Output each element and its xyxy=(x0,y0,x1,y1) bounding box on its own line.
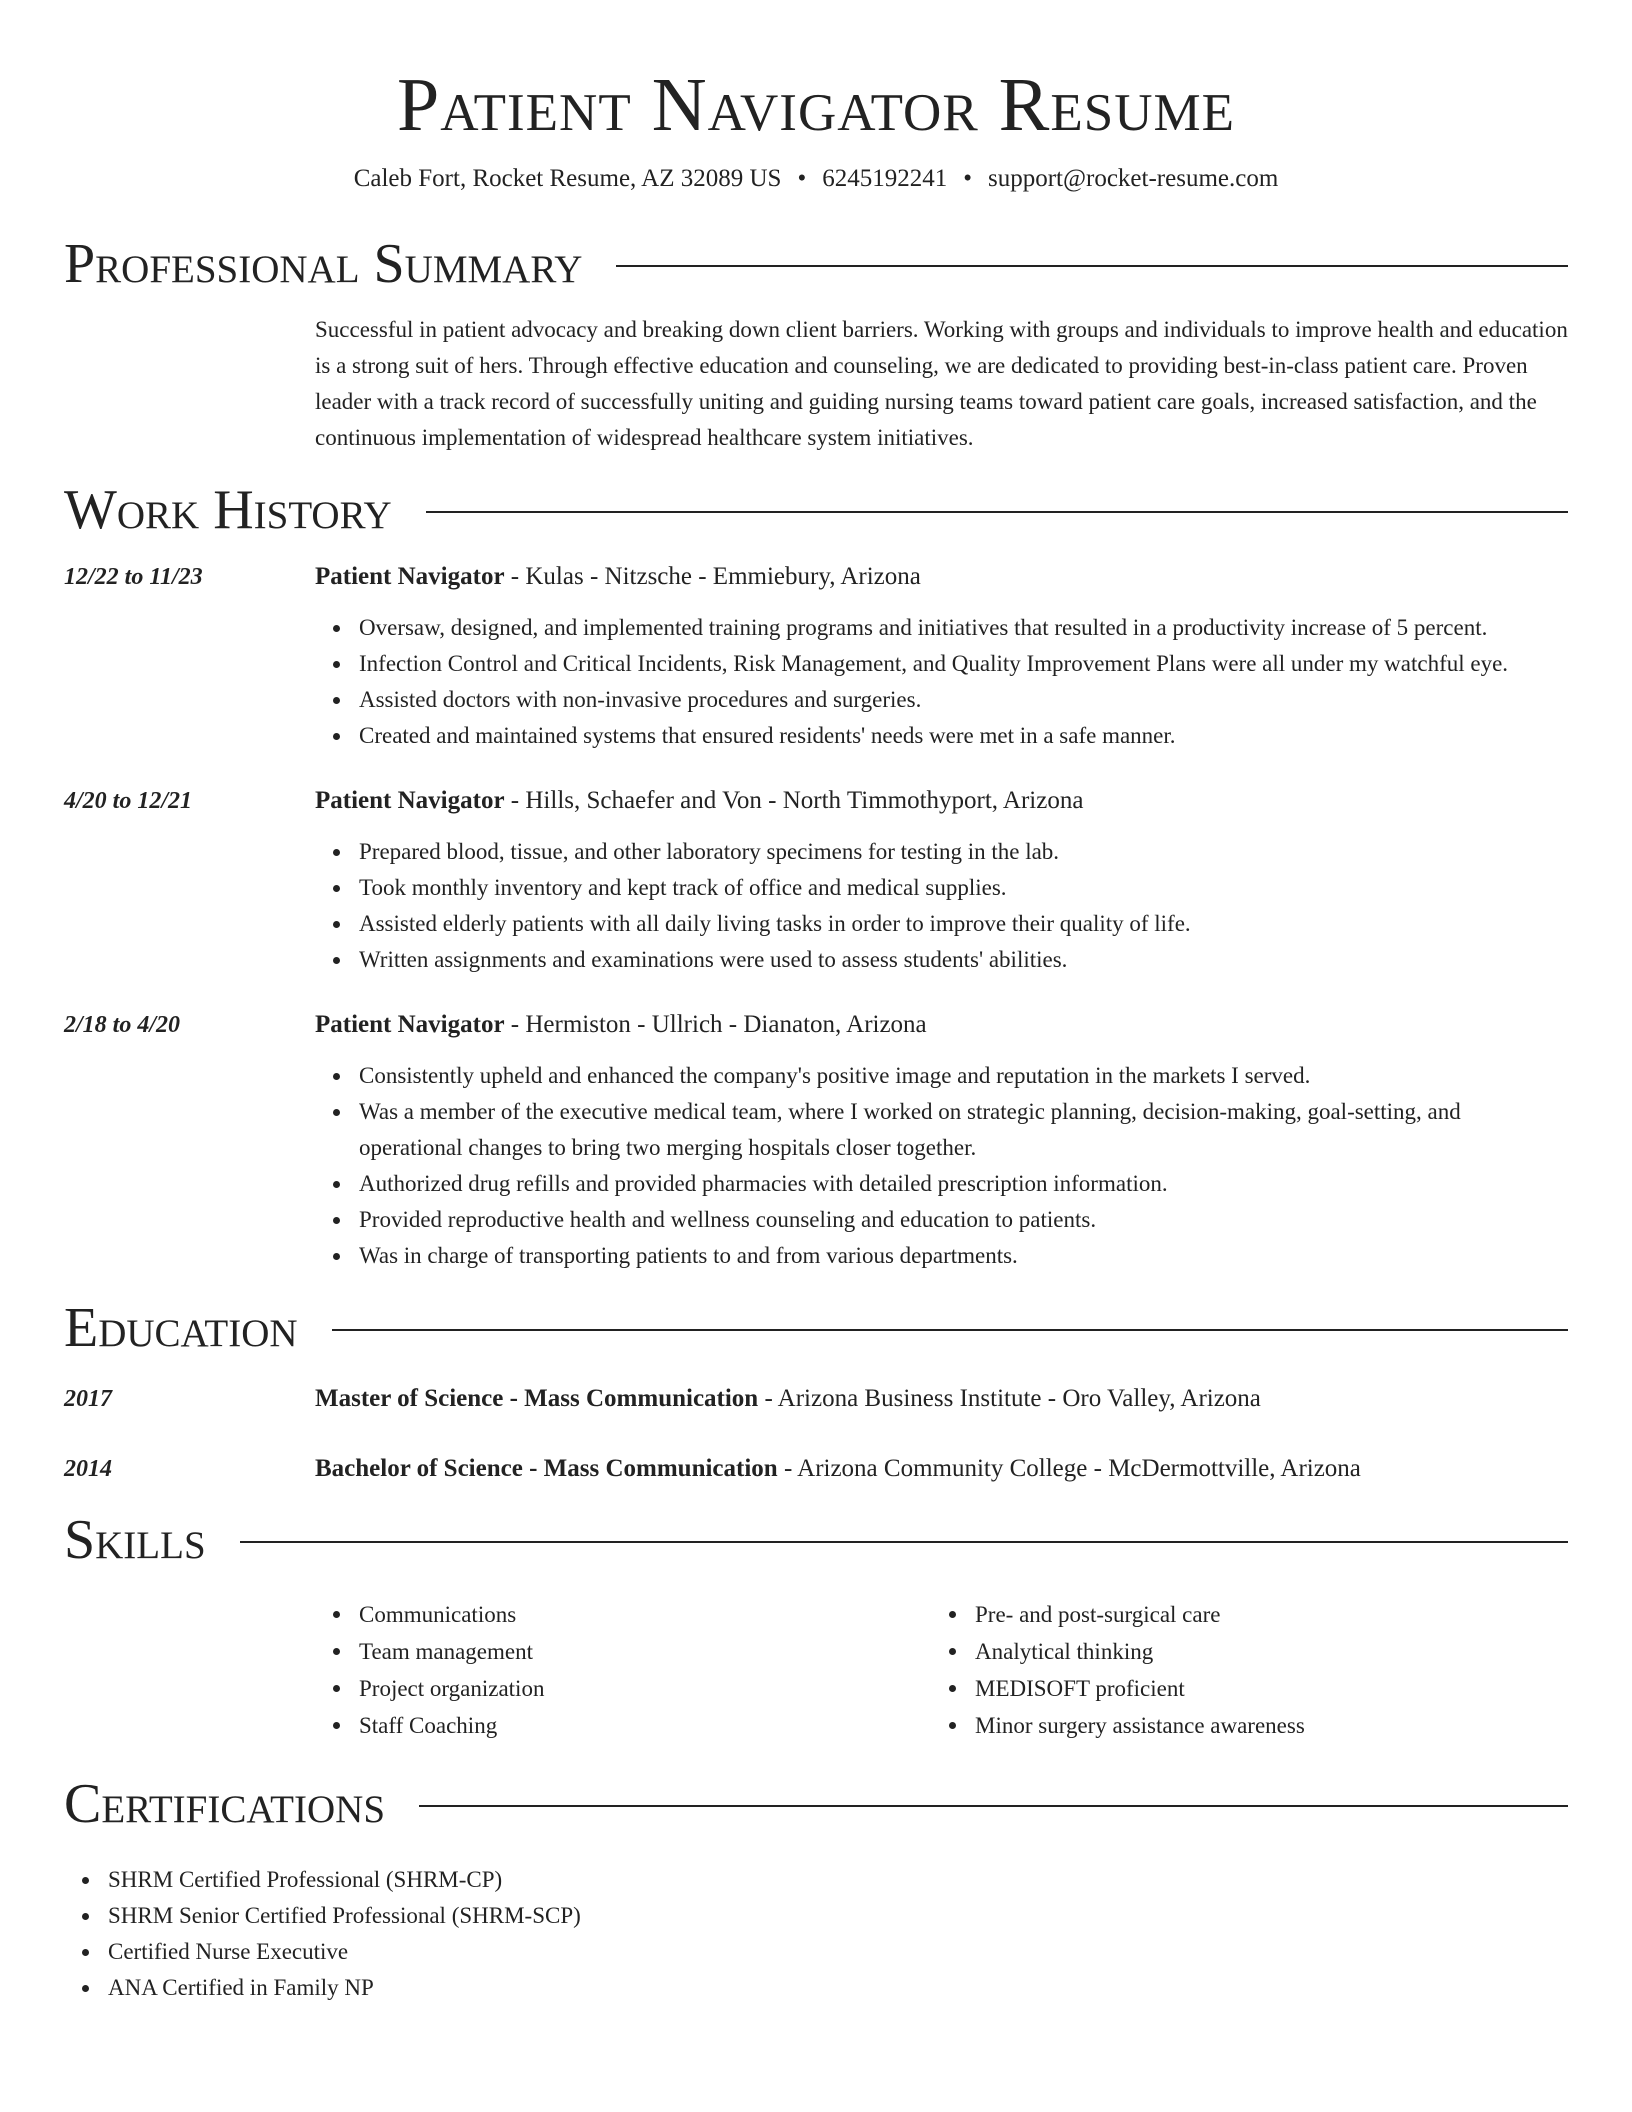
job-header xyxy=(64,560,1568,754)
duty-item: Provided reproductive health and wellness counseling and education to patients. xyxy=(359,1202,1568,1238)
section-divider xyxy=(616,265,1568,267)
skill-item: Pre- and post-surgical care xyxy=(975,1596,1547,1633)
job-dates: 12/22 to 11/23 xyxy=(64,564,203,590)
contact-email: support@rocket-resume.com xyxy=(987,165,1279,192)
skill-item: Project organization xyxy=(359,1670,931,1707)
job-dates: 2/18 to 4/20 xyxy=(64,1012,181,1038)
job-title-line xyxy=(315,560,1568,594)
job-dates: 4/20 to 12/21 xyxy=(64,788,193,814)
contact-separator: • xyxy=(963,165,972,192)
certifications-list xyxy=(64,1862,1568,2006)
job-body xyxy=(315,1008,1568,1274)
contact-separator: • xyxy=(797,165,807,192)
summary-heading: Professional Summary xyxy=(64,233,583,295)
skill-item: Analytical thinking xyxy=(975,1633,1547,1670)
section-divider xyxy=(240,1541,1568,1543)
duty-item: Prepared blood, tissue, and other laboratory specimens for testing in the lab. xyxy=(359,834,1568,870)
education-degree: Bachelor of Science - Mass Communication xyxy=(315,1455,778,1482)
duty-item: Assisted doctors with non-invasive procedures and surgeries. xyxy=(359,682,1568,718)
work-history-heading: Work History xyxy=(64,479,392,541)
duty-item: Was in charge of transporting patients to and from various departments. xyxy=(359,1238,1568,1274)
summary-text: Successful in patient advocacy and breaking down client barriers. Working with groups and individuals to improve health and education is a strong suit of hers. Through effective education and counseling, we are dedicated to providing best-in-class patient care. Proven leader with a track record of successfully uniting and guiding nursing teams toward patient care goals, increased satisfaction, and the continuous implementation of widespread healthcare system initiatives. xyxy=(315,317,1568,450)
job-employer: - Hermiston - Ullrich - Dianaton, Arizona xyxy=(504,1011,927,1038)
job-header xyxy=(64,784,1568,978)
duty-item: Assisted elderly patients with all daily living tasks in order to improve their quality of life. xyxy=(359,906,1568,942)
skills-list-left xyxy=(315,1596,931,1744)
job-entry xyxy=(64,784,1568,978)
job-body xyxy=(315,560,1568,754)
job-entry xyxy=(64,1008,1568,1274)
resume-title: Patient Navigator Resume xyxy=(396,63,1235,147)
certification-item: SHRM Certified Professional (SHRM-CP) xyxy=(108,1862,1568,1898)
contact-phone: 6245192241 xyxy=(822,165,948,192)
skill-item: MEDISOFT proficient xyxy=(975,1670,1547,1707)
education-degree: Master of Science - Mass Communication xyxy=(315,1385,759,1412)
certifications-heading: Certifications xyxy=(64,1773,386,1835)
education-section xyxy=(64,1296,1568,1486)
skill-item: Minor surgery assistance awareness xyxy=(975,1707,1547,1744)
job-employer: - Kulas - Nitzsche - Emmiebury, Arizona xyxy=(504,563,921,590)
job-title: Patient Navigator xyxy=(315,563,505,590)
duty-item: Oversaw, designed, and implemented training programs and initiatives that resulted in a productivity increase of 5 percent. xyxy=(359,610,1568,646)
duty-item: Infection Control and Critical Incidents, Risk Management, and Quality Improvement Plans were all under my watchful eye. xyxy=(359,646,1568,682)
summary-section xyxy=(64,232,1568,456)
work-history-section xyxy=(64,478,1568,1274)
section-divider xyxy=(426,511,1568,513)
education-line xyxy=(315,1452,1361,1486)
education-line xyxy=(315,1382,1261,1416)
section-divider xyxy=(332,1329,1568,1331)
job-title: Patient Navigator xyxy=(315,1011,505,1038)
job-title-line xyxy=(315,784,1568,818)
certification-item: ANA Certified in Family NP xyxy=(108,1970,1568,2006)
duty-item: Created and maintained systems that ensured residents' needs were met in a safe manner. xyxy=(359,718,1568,754)
section-header xyxy=(64,1508,1568,1572)
education-school: - Arizona Community College - McDermottville, Arizona xyxy=(777,1455,1361,1482)
education-year: 2017 xyxy=(64,1386,112,1412)
certification-item: SHRM Senior Certified Professional (SHRM-SCP) xyxy=(108,1898,1568,1934)
job-duties xyxy=(315,834,1568,978)
skills-section xyxy=(64,1508,1568,1744)
skills-heading: Skills xyxy=(64,1509,206,1571)
skill-item: Communications xyxy=(359,1596,931,1633)
duty-item: Consistently upheld and enhanced the company's positive image and reputation in the markets I served. xyxy=(359,1058,1568,1094)
job-header xyxy=(64,1008,1568,1274)
section-divider xyxy=(419,1805,1568,1807)
skill-item: Staff Coaching xyxy=(359,1707,931,1744)
duty-item: Took monthly inventory and kept track of office and medical supplies. xyxy=(359,870,1568,906)
section-header xyxy=(64,1772,1568,1836)
contact-line xyxy=(64,162,1568,196)
job-body xyxy=(315,784,1568,978)
duty-item: Was a member of the executive medical team, where I worked on strategic planning, decision-making, goal-setting, and operational changes to bring two merging hospitals closer together. xyxy=(359,1094,1568,1166)
certification-item: Certified Nurse Executive xyxy=(108,1934,1568,1970)
education-school: - Arizona Business Institute - Oro Valley, Arizona xyxy=(758,1385,1261,1412)
job-title: Patient Navigator xyxy=(315,787,505,814)
education-year: 2014 xyxy=(64,1456,112,1482)
job-duties xyxy=(315,1058,1568,1274)
job-employer: - Hills, Schaefer and Von - North Timmothyport, Arizona xyxy=(504,787,1084,814)
job-entry xyxy=(64,560,1568,754)
skill-item: Team management xyxy=(359,1633,931,1670)
section-header xyxy=(64,232,1568,296)
certifications-section xyxy=(64,1772,1568,2006)
section-header xyxy=(64,478,1568,542)
duty-item: Authorized drug refills and provided pharmacies with detailed prescription information. xyxy=(359,1166,1568,1202)
education-entry xyxy=(64,1452,1568,1486)
section-header xyxy=(64,1296,1568,1360)
education-entry xyxy=(64,1382,1568,1416)
contact-address: Caleb Fort, Rocket Resume, AZ 32089 US xyxy=(353,165,782,192)
skills-list-right xyxy=(931,1596,1547,1744)
skills-columns xyxy=(315,1596,1568,1744)
education-heading: Education xyxy=(64,1297,298,1359)
job-title-line xyxy=(315,1008,1568,1042)
duty-item: Written assignments and examinations were used to assess students' abilities. xyxy=(359,942,1568,978)
job-duties xyxy=(315,610,1568,754)
